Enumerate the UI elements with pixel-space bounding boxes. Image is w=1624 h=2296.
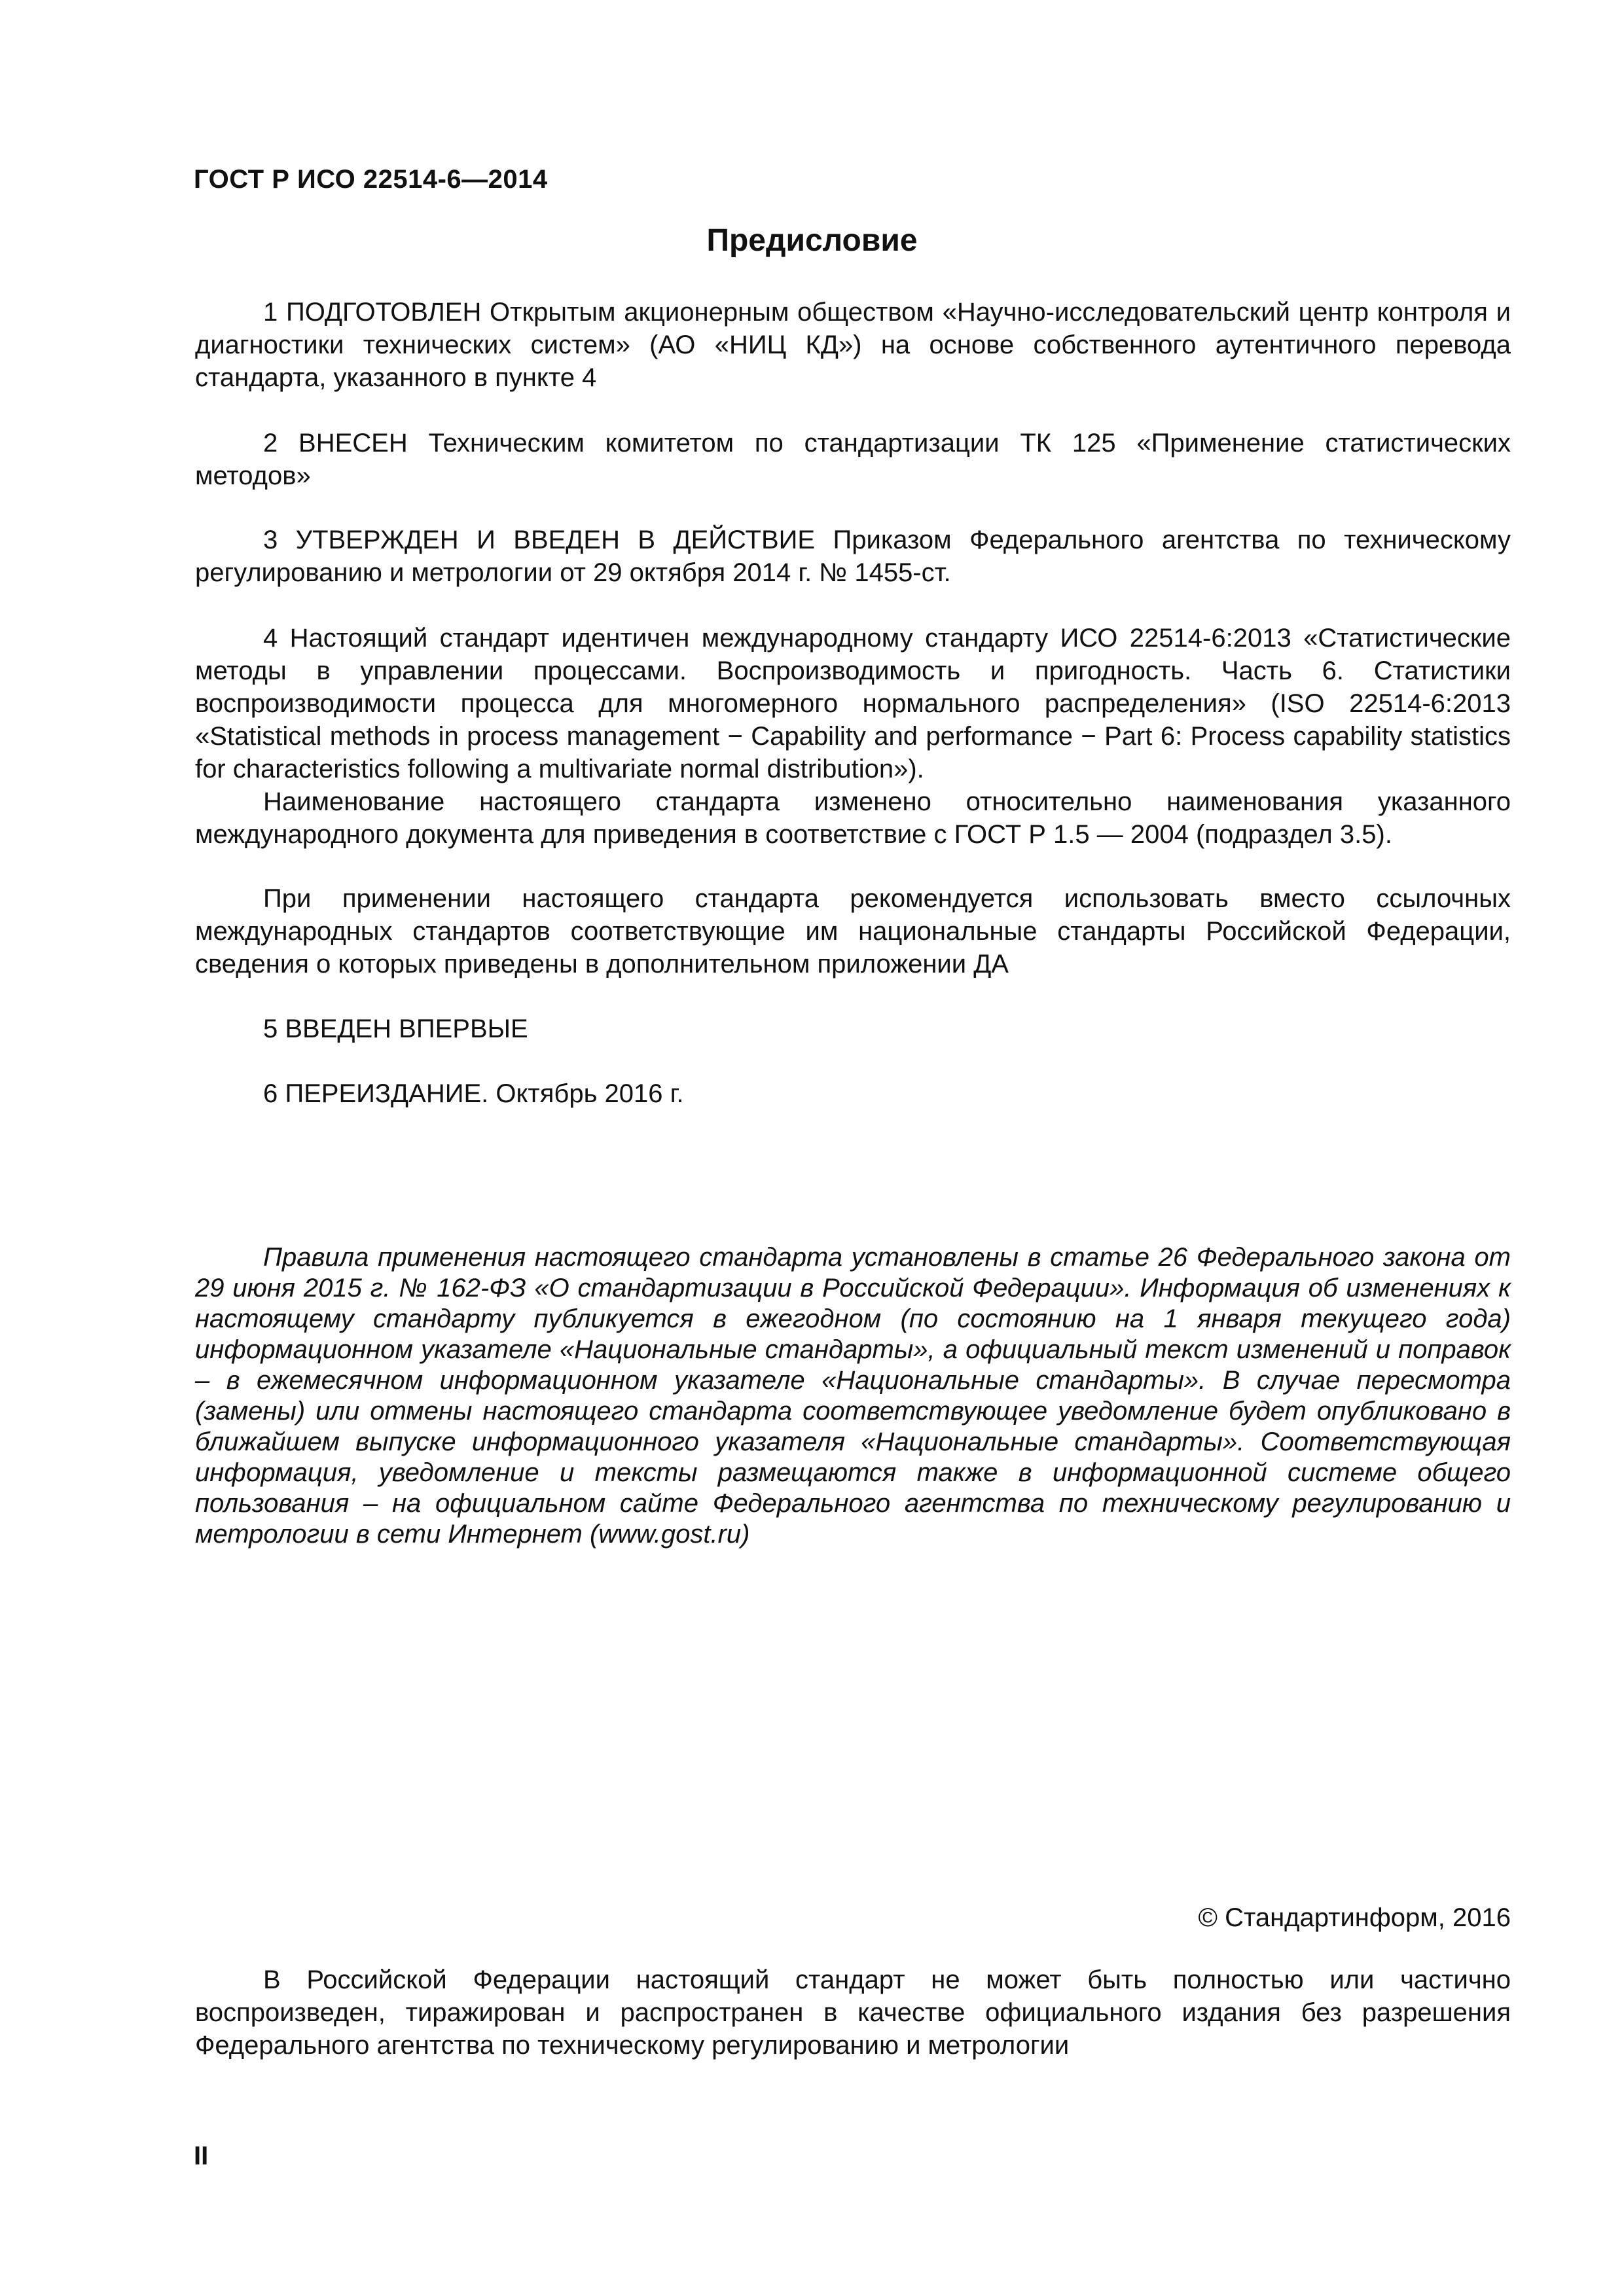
application-rules-notice: Правила применения настоящего стандарта установлены в статье 26 Федерального закона от 29 июня 2015 г. № 162-ФЗ «О стандартизации в Российской Федерации». Информация об изменениях к настоящему стандарту публикуется в ежегодном (по состоянию на 1 января текущего года) информационном указателе «Национальные стандарты», а официальный текст изменений и поправок – в ежемесячном информационном указателе «Национальные стандарты». В случае пересмотра (замены) или отмены настоящего стандарта соответствующее уведомление будет опубликовано в ближайшем выпуске информационного указателя «Национальные стандарты». Соответствующая информация, уведомление и тексты размещаются также в информационной системе общего пользования – на официальном сайте Федерального агентства по техническому регулированию и метрологии в сети Интернет (www.gost.ru): [195, 1243, 1511, 1549]
foreword-item-3: 3 УТВЕРЖДЕН И ВВЕДЕН В ДЕЙСТВИЕ Приказом Федерального агентства по техническому регулированию и метрологии от 29 октября 2014 г. № 1455-ст.: [195, 526, 1511, 587]
copyright-line: © Стандартинформ, 2016: [1198, 1903, 1511, 1932]
foreword-item-5: 5 ВВЕДЕН ВПЕРВЫЕ: [263, 1014, 528, 1043]
foreword-item-1: 1 ПОДГОТОВЛЕН Открытым акционерным обществом «Научно-исследовательский центр контроля и диагностики технических систем» (АО «НИЦ КД») на основе собственного аутентичного перевода стандарта, указанного в пункте 4: [195, 298, 1511, 392]
foreword-item-4: 4 Настоящий стандарт идентичен международному стандарту ИСО 22514-6:2013 «Статистические методы в управлении процессами. Воспроизводимость и пригодность. Часть 6. Статистики воспроизводимости процесса для многомерного нормального распределения» (ISO 22514-6:2013 «Statistical methods in process management − Capability and performance − Part 6: Process capability statistics for characteristics following a multivariate normal distribution»).: [195, 624, 1511, 783]
foreword-item-4-references-note: При применении настоящего стандарта рекомендуется использовать вместо ссылочных международных стандартов соответствующие им национальные стандарты Российской Федерации, сведения о которых приведены в дополнительном приложении ДА: [195, 884, 1511, 978]
foreword-item-4-name-note: Наименование настоящего стандарта изменено относительно наименования указанного международного документа для приведения в соответствие с ГОСТ Р 1.5 — 2004 (подраздел 3.5).: [195, 787, 1511, 849]
page-title: Предисловие: [706, 223, 918, 258]
standard-code-header: ГОСТ Р ИСО 22514-6—2014: [194, 165, 548, 194]
foreword-item-6: 6 ПЕРЕИЗДАНИЕ. Октябрь 2016 г.: [263, 1079, 684, 1108]
foreword-item-2: 2 ВНЕСЕН Техническим комитетом по стандартизации ТК 125 «Применение статистических методов»: [195, 429, 1511, 490]
page-number: II: [194, 2142, 209, 2170]
reproduction-rights-notice: В Российской Федерации настоящий стандарт не может быть полностью или частично воспроизведен, тиражирован и распространен в качестве официального издания без разрешения Федерального агентства по техническому регулированию и метрологии: [195, 1965, 1511, 2060]
